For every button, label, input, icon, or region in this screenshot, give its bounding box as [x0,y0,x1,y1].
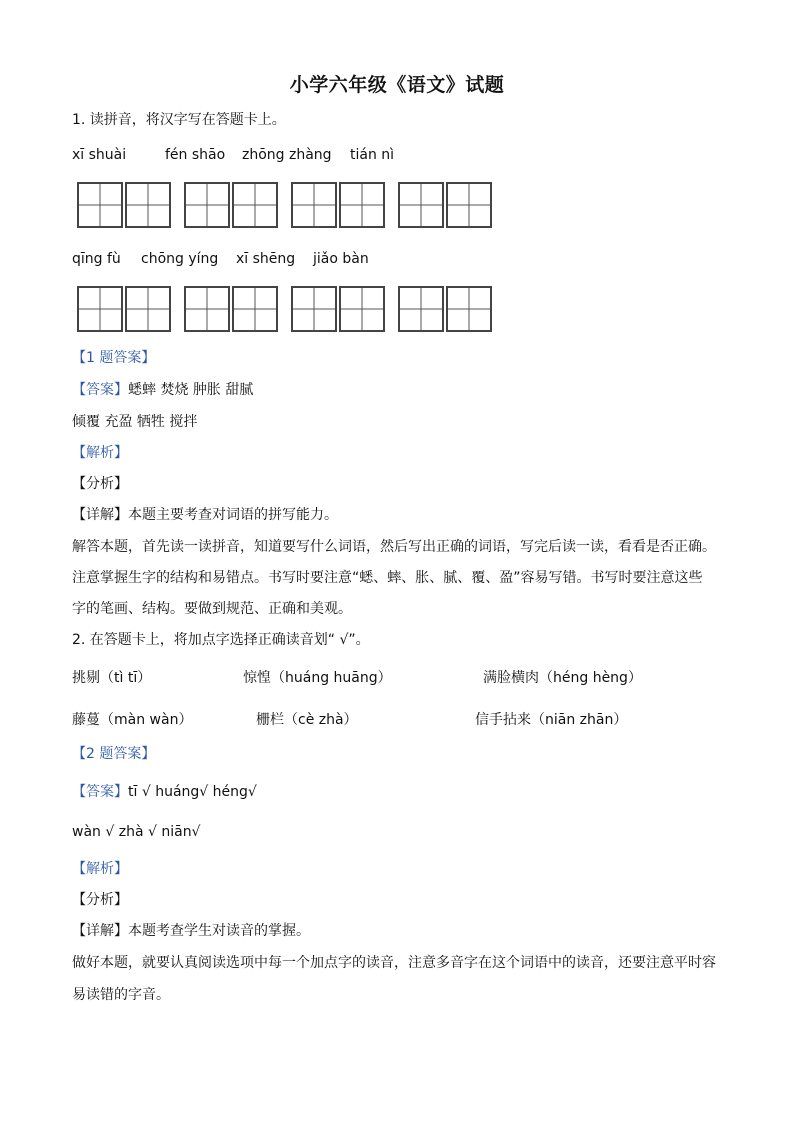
q2-option-1-2: 惊惶（huáng huāng） [243,670,392,686]
q2-answer-header: 【2 题答案】 [72,746,156,762]
q1-fenxi-tag: 【分析】 [72,476,128,492]
tianzige-box[interactable] [184,182,230,228]
q2-option-1-3: 满脸横肉（héng hèng） [483,670,642,686]
tianzige-box[interactable] [125,286,171,332]
q2-fenxi-tag: 【分析】 [72,892,128,908]
detail-text: 本题主要考查对词语的拼写能力。 [128,507,338,523]
tianzige-box[interactable] [77,286,123,332]
tianzige-box[interactable] [291,286,337,332]
answer-tag: 【答案】 [72,784,128,800]
q1-pinyin-1-4: tián nì [350,147,395,163]
q1-pinyin-1-2: fén shāo [165,147,226,163]
tianzige-box[interactable] [446,182,492,228]
q1-paragraph-2: 注意掌握生字的结构和易错点。书写时要注意“蟋、蟀、胀、腻、覆、盈”容易写错。书写时要注意这些 [72,570,703,586]
q2-prompt: 2. 在答题卡上，将加点字选择正确读音划“ √”。 [72,632,370,648]
q1-detail [72,505,338,525]
tianzige-box[interactable] [291,182,337,228]
answer-tag: 【答案】 [72,382,128,398]
q1-prompt: 1. 读拼音，将汉字写在答题卡上。 [72,112,286,128]
tianzige-box[interactable] [184,286,230,332]
q1-paragraph-3: 字的笔画、结构。要做到规范、正确和美观。 [72,601,352,617]
q2-answer-line-1 [72,782,257,802]
q1-answer-line-1 [72,380,253,400]
tianzige-box[interactable] [398,286,444,332]
page-title: 小学六年级《语文》试题 [289,74,505,96]
tianzige-box[interactable] [446,286,492,332]
q1-pinyin-1-1: xī shuài [72,147,127,163]
q2-option-1-1: 挑剔（tì tī） [72,670,152,686]
detail-tag: 【详解】 [72,507,128,523]
q2-detail [72,921,310,941]
q2-option-2-2: 栅栏（cè zhà） [256,712,358,728]
tianzige-box[interactable] [232,286,278,332]
tianzige-box[interactable] [125,182,171,228]
q2-analysis-tag: 【解析】 [72,861,128,877]
q1-pinyin-2-2: chōng yíng [141,251,219,267]
q1-pinyin-2-3: xī shēng [236,251,296,267]
q1-answer-line-2: 倾覆 充盈 牺牲 搅拌 [72,414,198,430]
q2-paragraph-1: 做好本题，就要认真阅读选项中每一个加点字的读音，注意多音字在这个词语中的读音，还要注意平时容 [72,955,716,971]
q1-paragraph-1: 解答本题，首先读一读拼音，知道要写什么词语，然后写出正确的词语，写完后读一读，看看是否正确。 [72,539,716,555]
tianzige-box[interactable] [77,182,123,228]
q1-pinyin-2-1: qīng fù [72,251,121,267]
q1-pinyin-2-4: jiǎo bàn [313,251,369,267]
detail-text: 本题考查学生对读音的掌握。 [128,923,310,939]
answer-text: 蟋蟀 焚烧 肿胀 甜腻 [128,382,254,398]
q1-answer-header: 【1 题答案】 [72,350,156,366]
q2-option-2-3: 信手拈来（niān zhān） [475,712,628,728]
tianzige-box[interactable] [398,182,444,228]
q2-option-2-1: 藤蔓（màn wàn） [72,712,193,728]
tianzige-box[interactable] [232,182,278,228]
q1-pinyin-1-3: zhōng zhàng [242,147,332,163]
q2-answer-line-2: wàn √ zhà √ niān√ [72,824,201,840]
q1-analysis-tag: 【解析】 [72,445,128,461]
answer-text: tī √ huáng√ héng√ [128,784,257,800]
q2-paragraph-2: 易读错的字音。 [72,987,170,1003]
tianzige-box[interactable] [339,286,385,332]
tianzige-box[interactable] [339,182,385,228]
detail-tag: 【详解】 [72,923,128,939]
